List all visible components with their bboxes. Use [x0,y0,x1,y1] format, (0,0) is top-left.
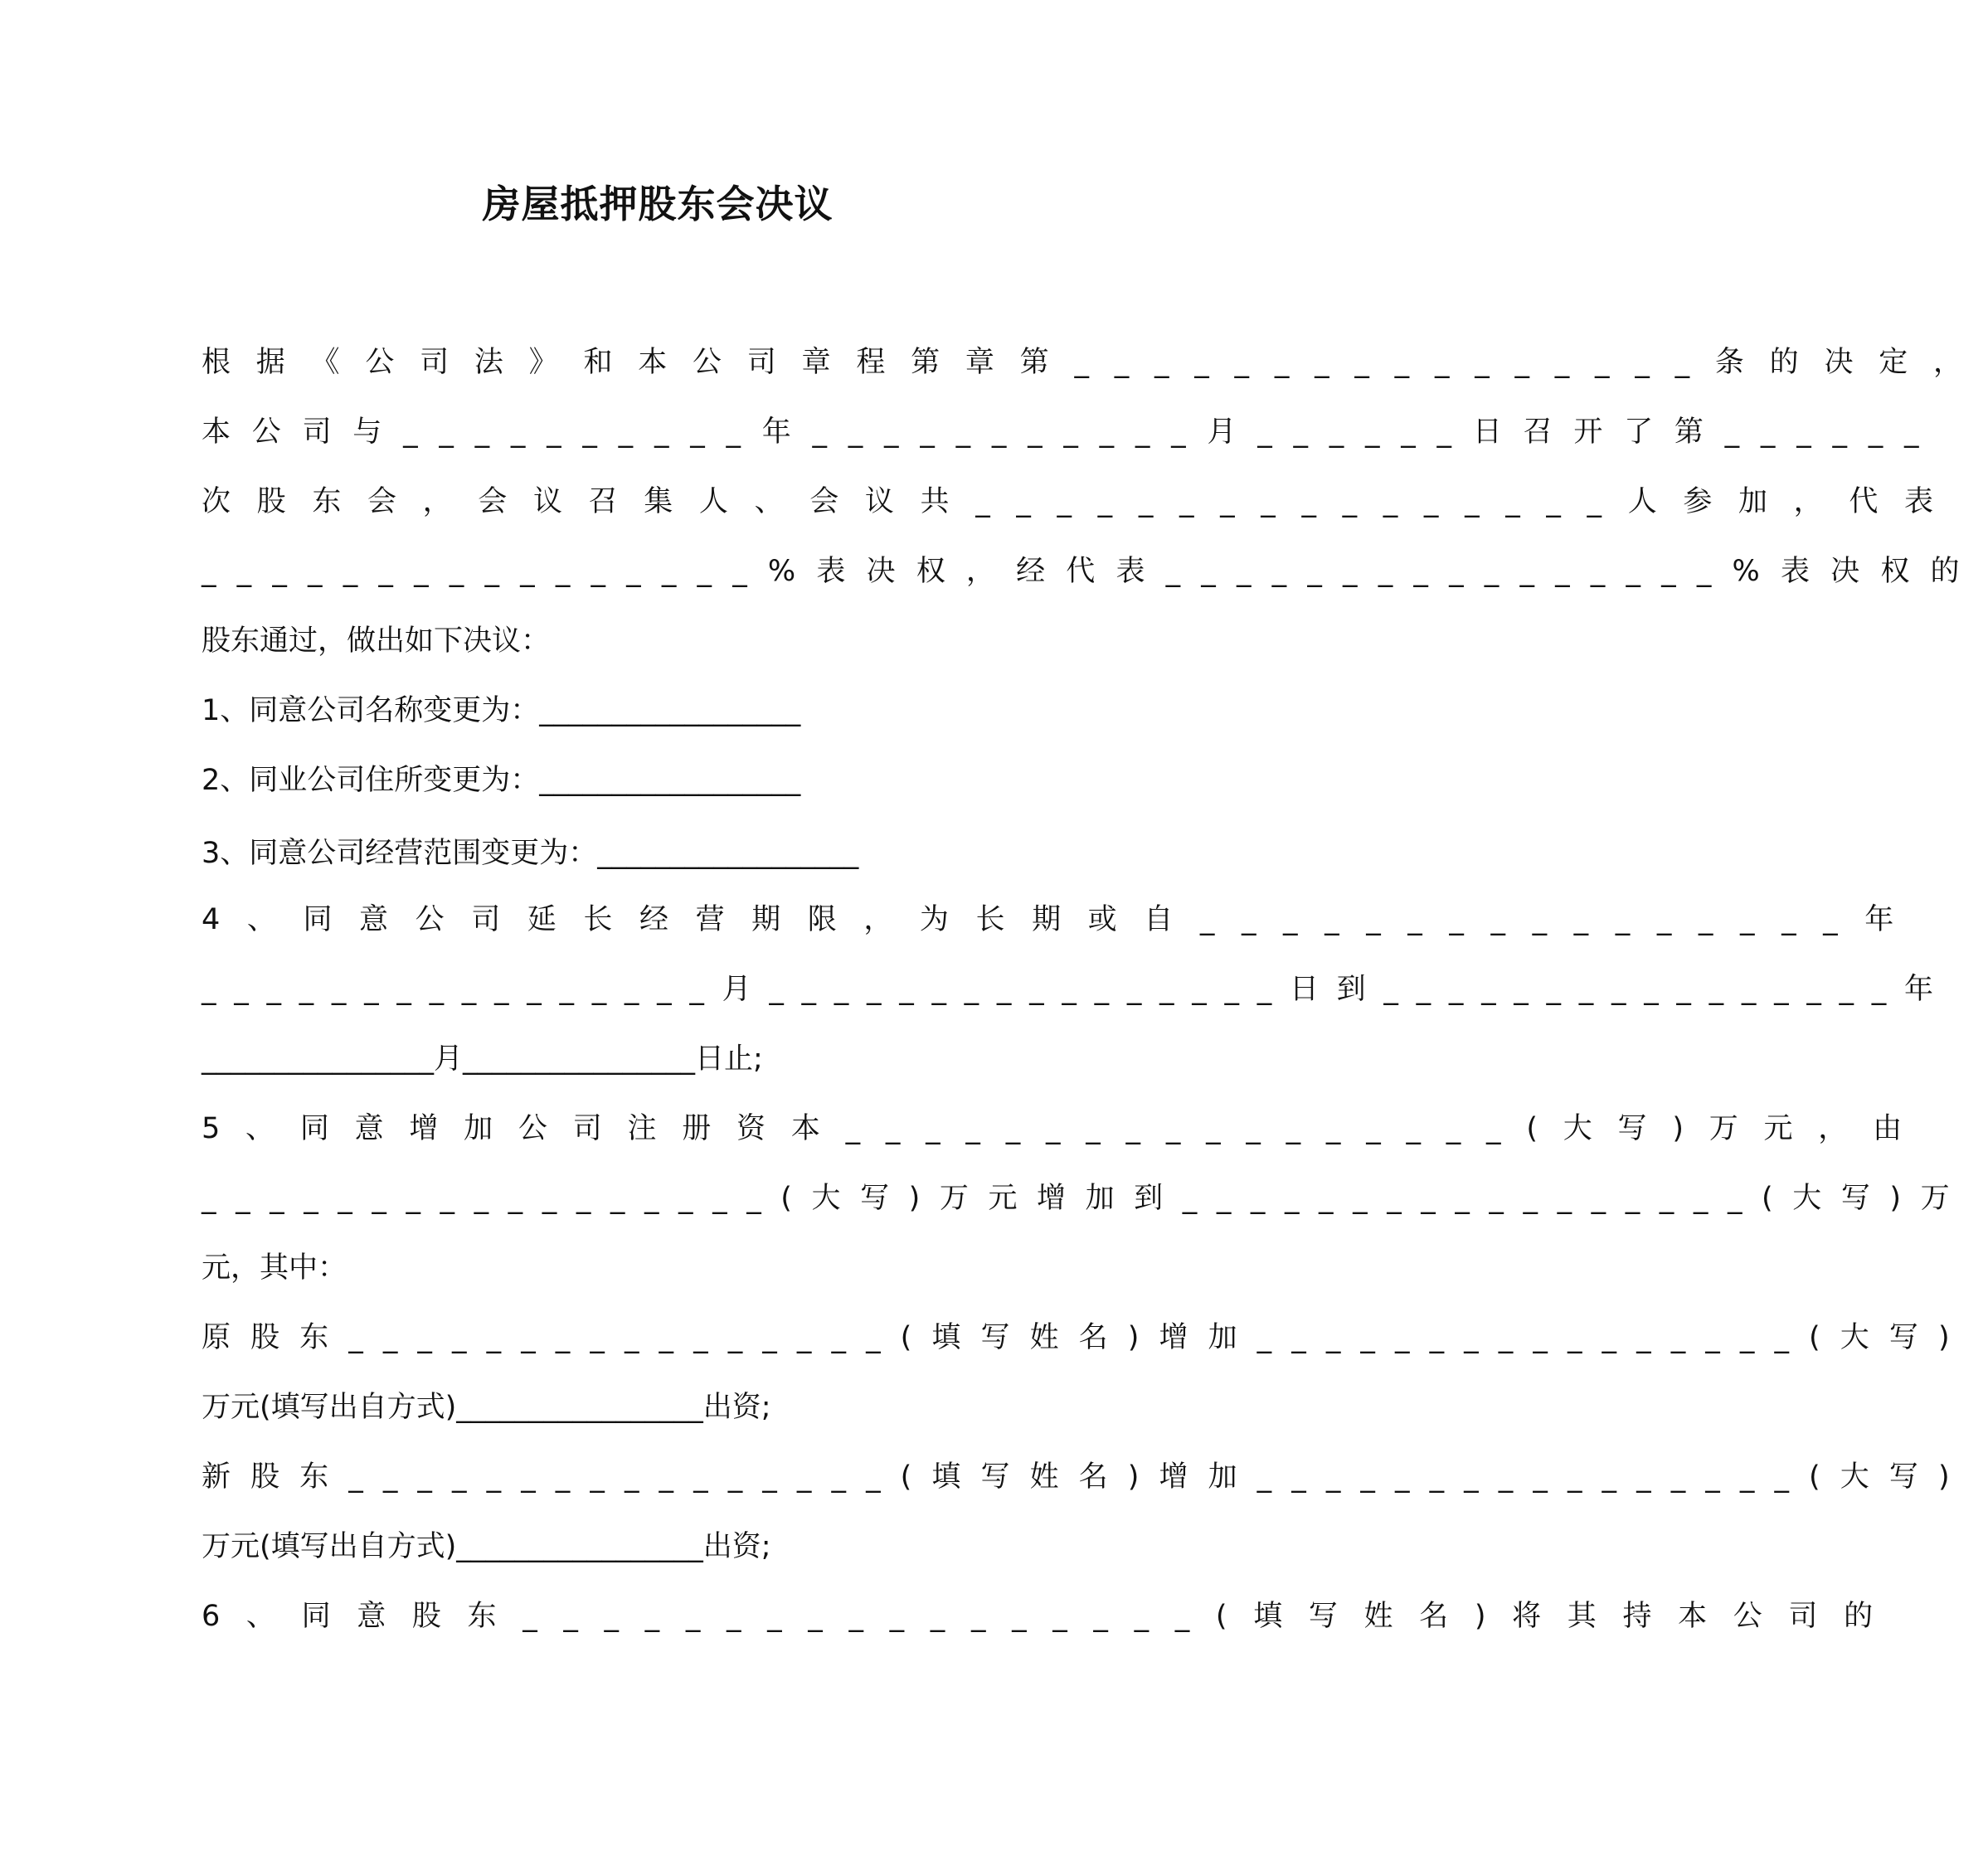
line-text: 2、同业公司住所变更为：__________________ [202,764,801,797]
line-text: 6、同意股东_________________(填写姓名)将其持本公司的 [202,1600,1899,1633]
paragraph-line [202,411,1941,453]
paragraph-line [202,1247,1120,1289]
resolution-item-2 [202,760,1120,801]
document-title: 房屋抵押股东会决议 [482,182,834,226]
line-text: 5、同意增加公司注册资本_________________(大写)万元，由 [202,1112,1927,1145]
line-text: ________________月________________日到________________年 [202,973,1952,1006]
line-text: 原股东________________(填写姓名)增加________________(大写) [202,1321,1970,1354]
line-text: 股东通过，做出如下决议： [202,624,551,658]
resolution-item-1 [202,690,1120,731]
line-text: 4、同意公司延长经营期限，为长期或自________________年 [202,903,1921,936]
line-text: 万元(填写出自方式)_________________出资; [202,1391,771,1424]
line-text: 元，其中： [202,1251,348,1285]
line-text: 次股东会，会议召集人、会议共________________人参加，代表 [202,485,1960,518]
line-text: 1、同意公司名称变更为：__________________ [202,694,801,727]
line-text: 万元(填写出自方式)_________________出资; [202,1530,771,1563]
line-text: ________________月________________日止; [202,1042,763,1076]
paragraph-line [202,342,1988,383]
paragraph-line [202,1387,1120,1428]
paragraph-line [202,1526,1120,1567]
line-text: 新股东________________(填写姓名)增加________________(大写) [202,1460,1970,1494]
resolution-item-3 [202,833,1120,874]
paragraph-line [202,620,1120,662]
line-text: 3、同意公司经营范围变更为：__________________ [202,837,859,870]
resolution-item-4 [202,899,1921,940]
line-text: 根据《公司法》和本公司章程第章第________________条的决定， [202,346,1988,379]
new-shareholder-line [202,1456,1970,1498]
paragraph-line [202,551,1981,592]
resolution-item-5 [202,1108,1927,1149]
paragraph-line [202,969,1952,1010]
resolution-item-6 [202,1596,1899,1637]
line-text: ________________%表决权，经代表________________%表决权的 [202,555,1981,588]
original-shareholder-line [202,1317,1970,1358]
paragraph-line [202,1178,1970,1219]
line-text: 本公司与__________年___________月______日召开了第______ [202,415,1941,449]
line-text: _________________(大写)万元增加到_________________(大写)万 [202,1182,1970,1215]
paragraph-line [202,1038,1120,1080]
paragraph-line [202,481,1960,522]
